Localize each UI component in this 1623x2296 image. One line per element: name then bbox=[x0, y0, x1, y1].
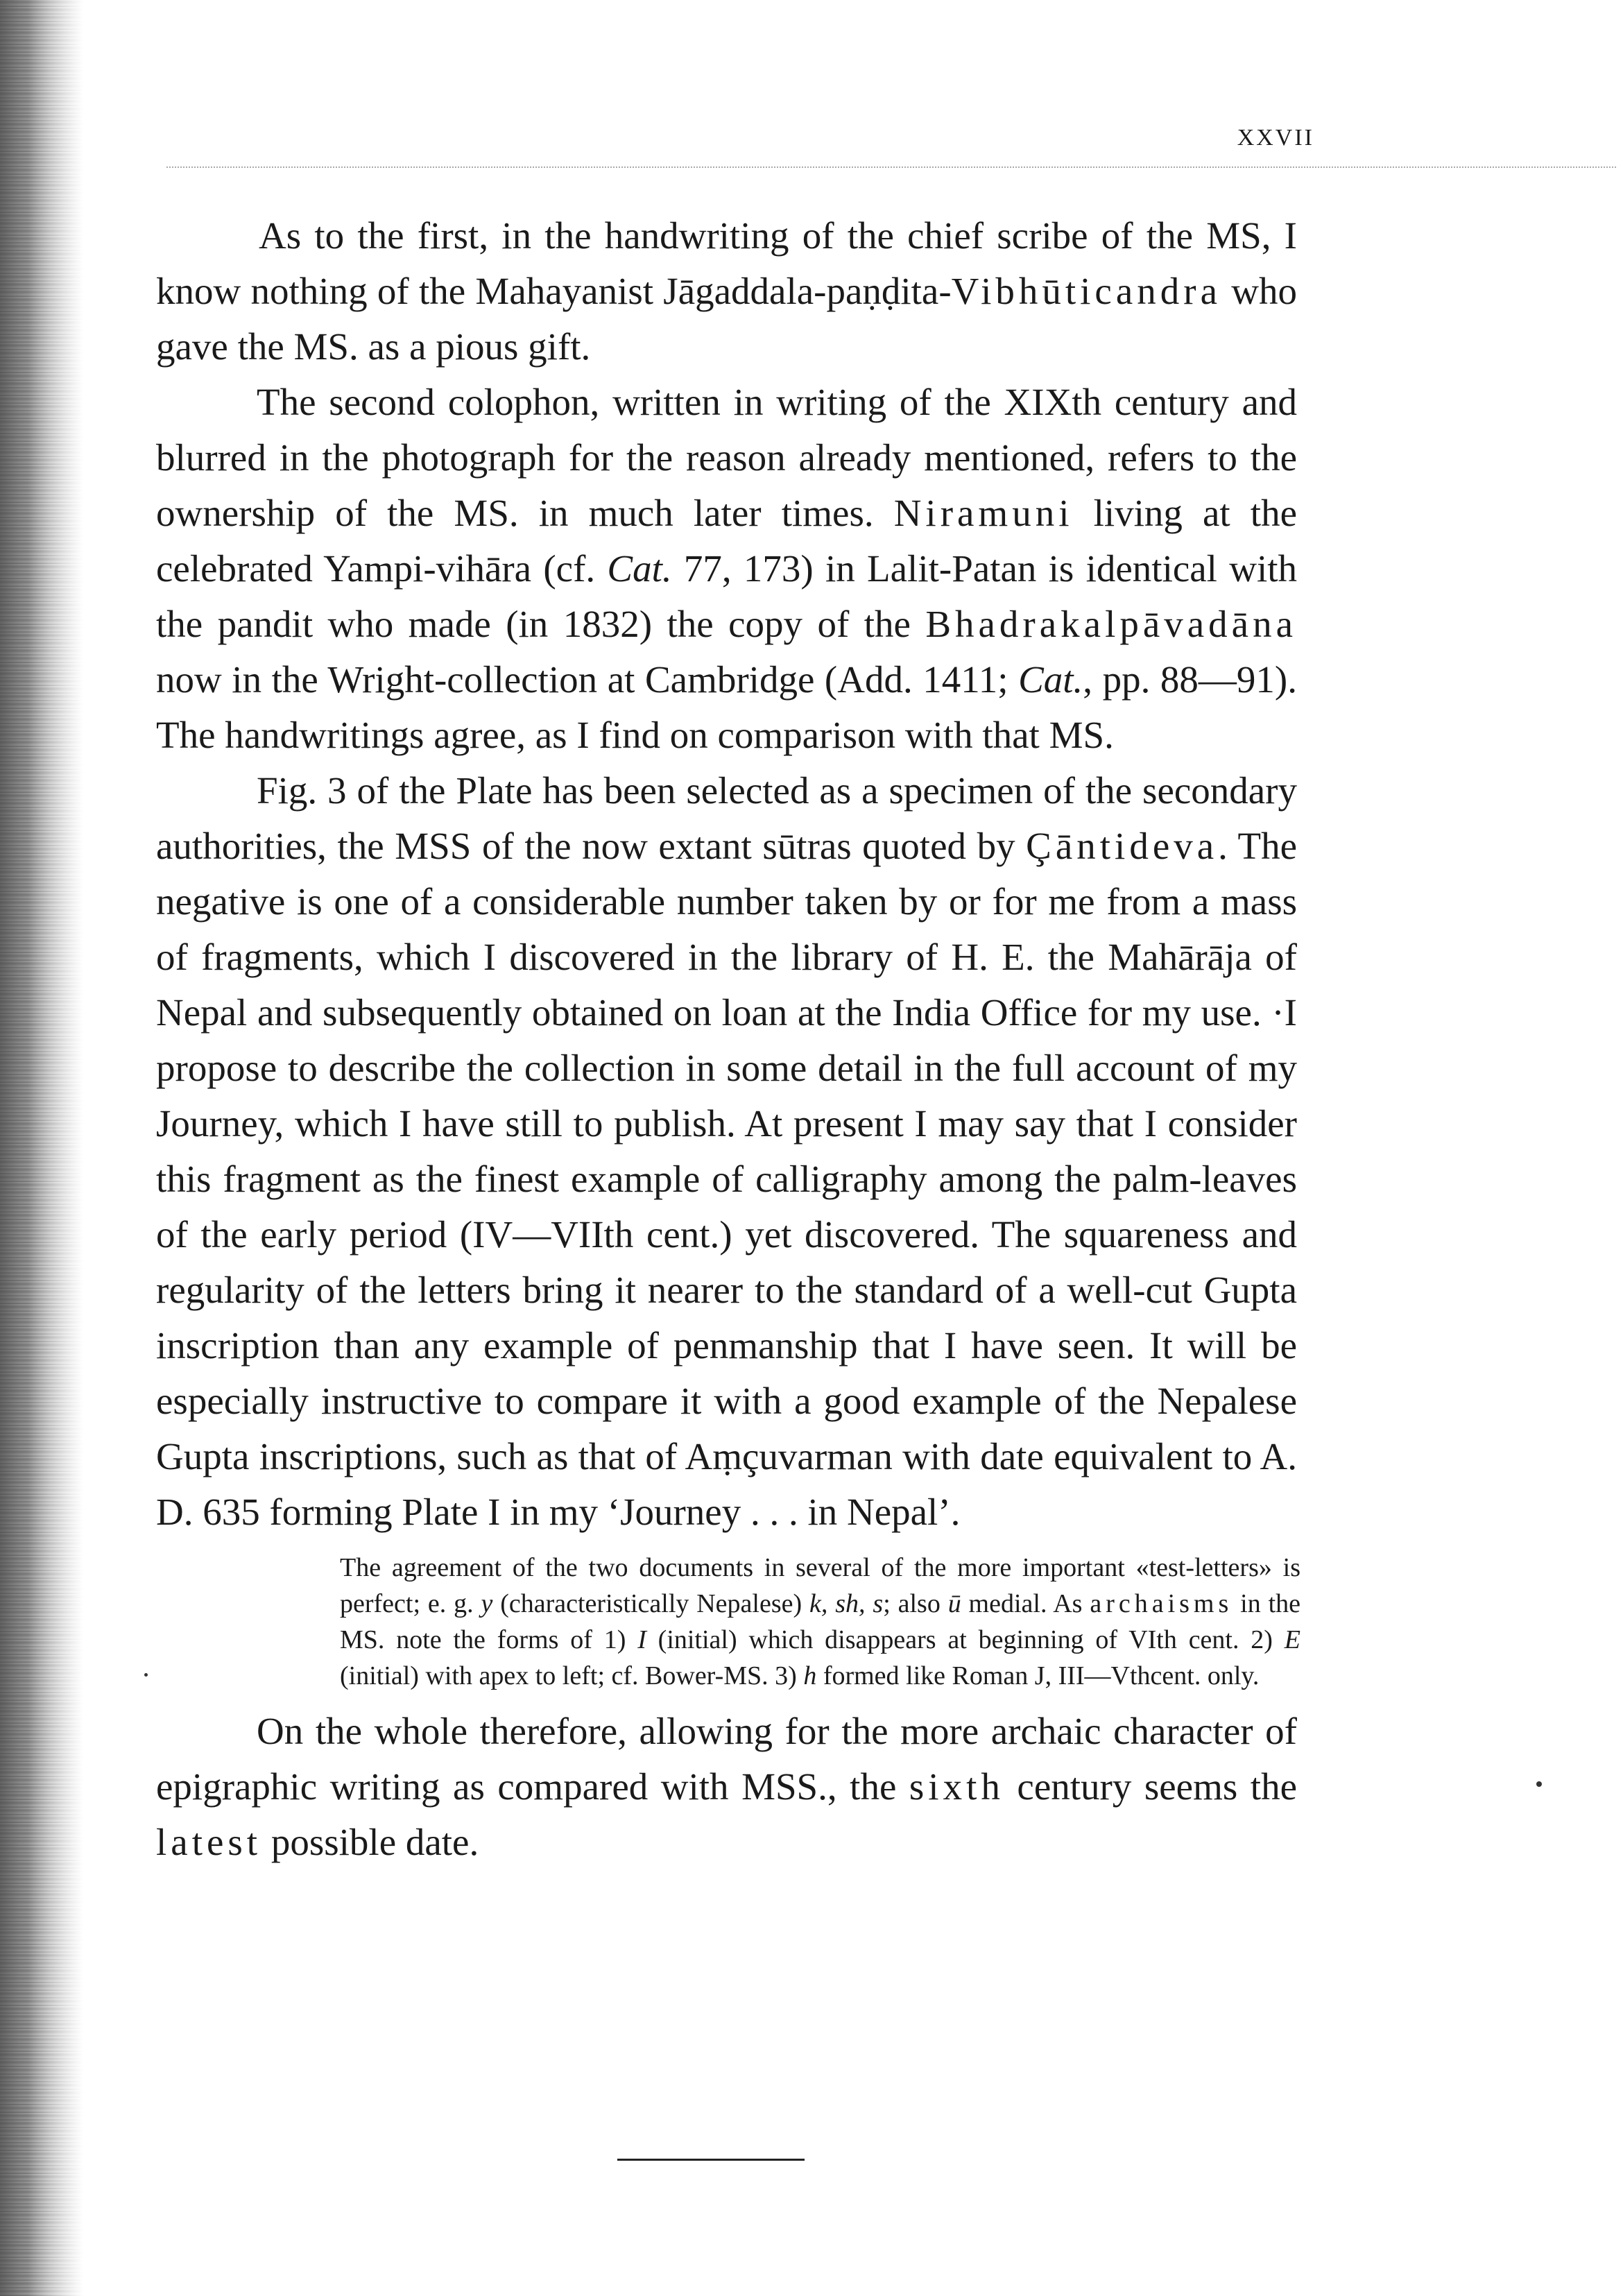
text-run: century seems the bbox=[1004, 1765, 1297, 1808]
scan-speck bbox=[144, 1673, 148, 1677]
footnote-agreement bbox=[340, 1550, 1300, 1694]
paragraph-fig-3 bbox=[156, 763, 1297, 1540]
italic-cat: Cat. bbox=[607, 547, 672, 590]
text-run: living at the celebrated Yampi-vihāra (cf. bbox=[156, 492, 1297, 590]
italic-cat: Cat. bbox=[1018, 658, 1083, 701]
spaced-name-cantideva: Çāntideva bbox=[1026, 825, 1219, 867]
text-run: The agreement of the two documents in several of the more important «test-letters» is perfect; e. g. bbox=[340, 1553, 1300, 1618]
end-rule bbox=[617, 2159, 805, 2161]
italic-letters: k, sh, s bbox=[809, 1589, 884, 1618]
spaced-name-niramuni: Niramuni bbox=[893, 492, 1074, 534]
italic-letter: E bbox=[1284, 1625, 1301, 1654]
text-run: Fig. 3 of the Plate has been selected as a specimen of the secondary authorities, the MSS of the now extant sūtras quoted by bbox=[156, 769, 1297, 867]
text-run: now in the Wright-collection at Cambridge (Add. 1411; bbox=[156, 658, 1019, 701]
text-run: . The negative is one of a considerable number taken by or for me from a mass of fragments, which I discovered in the library of H. E. the Mahārāja of Nepal and subsequently obtained on loan at the India Office for my use. ·I propose to describe the collection in some detail in the full account of my Journey, which I have still to publish. At present I may say that I consider this fragment as the finest example of calligraphy among the palm-leaves of the early period (IV—VIIth cent.) yet discovered. The squareness and regularity of the letters bring it nearer to the standard of a well-cut Gupta inscription than any example of penmanship that I have seen. It will be especially instructive to compare it with a good example of the Nepalese Gupta inscriptions, such as that of Aṃçuvarman with date equivalent to A. D. 635 forming Plate I in my ‘Journey . . . in Nepal’. bbox=[156, 825, 1298, 1533]
text-run: ; also bbox=[883, 1589, 948, 1618]
paragraph-conclusion bbox=[156, 1704, 1297, 1870]
spaced-name-bhadrakalpavadana: Bhadrakalpāvadāna bbox=[925, 603, 1297, 645]
text-run: As to the first, in the handwriting of the chief scribe of the MS, I know nothing of the Mahayanist Jāgaddala-paṇḍita- bbox=[156, 214, 1297, 312]
paragraph-second-colophon bbox=[156, 375, 1297, 763]
spaced-word-archaisms: archaisms bbox=[1090, 1589, 1233, 1618]
italic-letter: ū bbox=[947, 1589, 961, 1618]
spaced-word-latest: latest bbox=[156, 1821, 262, 1863]
text-run: 77, 173) in Lalit-Patan is identical with the pandit who made (in 1832) the copy of the bbox=[156, 547, 1298, 645]
italic-letter: h bbox=[803, 1661, 817, 1690]
text-run: (characteristically Nepalese) bbox=[492, 1589, 810, 1618]
paragraph-first-scribe bbox=[156, 208, 1297, 375]
text-run: (initial) which disappears at beginning of VIth cent. 2) bbox=[646, 1625, 1285, 1654]
text-run: possible date. bbox=[261, 1821, 479, 1863]
text-run: (initial) with apex to left; cf. Bower-MS. 3) bbox=[340, 1661, 804, 1690]
spaced-name-vibhuticandra: Vibhūticandra bbox=[951, 270, 1221, 312]
italic-letter: y bbox=[481, 1589, 493, 1618]
header-rule bbox=[166, 166, 1616, 168]
binding-edge-shadow bbox=[0, 0, 83, 2296]
scan-speck bbox=[1536, 1781, 1542, 1787]
body-text bbox=[156, 208, 1301, 1870]
italic-letter: I bbox=[637, 1625, 646, 1654]
text-run: The second colophon, written in writing of the XIXth century and blurred in the photograph for the reason already mentioned, refers to the ownership of the MS. in much later times. bbox=[156, 381, 1297, 534]
text-run: who gave the MS. as a pious gift. bbox=[156, 270, 1297, 368]
text-run: On the whole therefore, allowing for the more archaic character of epigraphic writing as compared with MSS., the bbox=[156, 1710, 1297, 1808]
text-run: in the MS. note the forms of 1) bbox=[340, 1589, 1300, 1654]
page-number: XXVII bbox=[1237, 125, 1314, 151]
spaced-word-sixth: sixth bbox=[909, 1765, 1004, 1808]
text-run: formed like Roman J, III—Vthcent. only. bbox=[816, 1661, 1260, 1690]
text-run: , pp. 88—91). The handwritings agree, as I find on comparison with that MS. bbox=[156, 658, 1297, 756]
text-run: medial. As bbox=[961, 1589, 1090, 1618]
